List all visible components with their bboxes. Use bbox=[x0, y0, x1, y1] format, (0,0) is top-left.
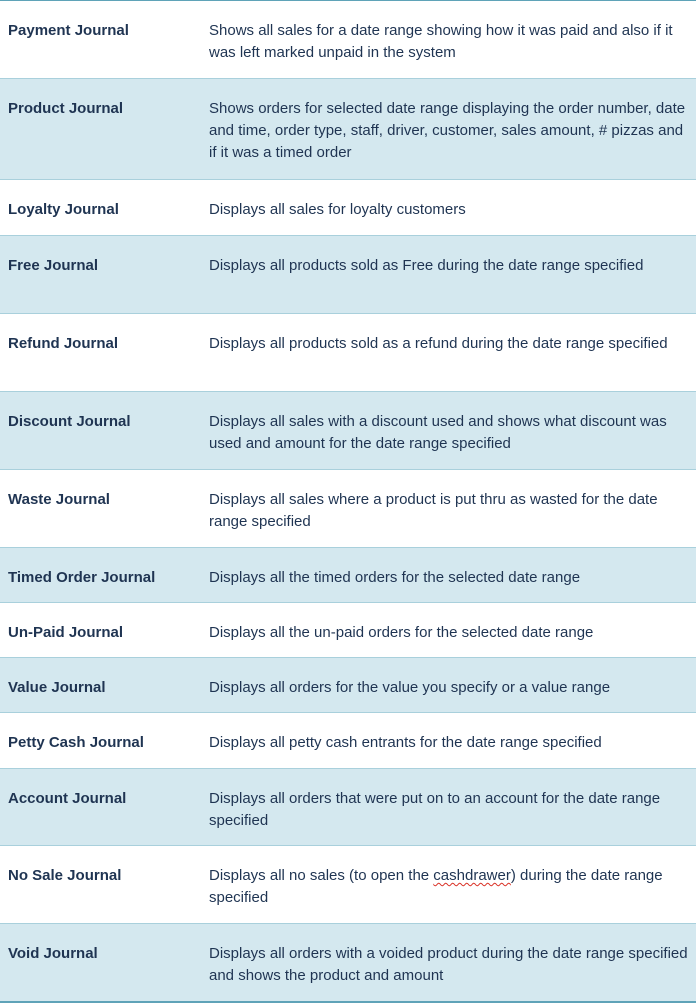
journal-name: No Sale Journal bbox=[8, 867, 122, 884]
journal-name: Un-Paid Journal bbox=[8, 624, 124, 641]
journal-name: Loyalty Journal bbox=[8, 201, 119, 218]
journal-name: Discount Journal bbox=[8, 413, 131, 430]
table-row bbox=[0, 236, 696, 314]
table-row bbox=[0, 1, 696, 79]
journal-name: Void Journal bbox=[8, 945, 98, 962]
journal-description: Displays all petty cash entrants for the date range specified bbox=[209, 734, 602, 751]
spellcheck-flagged-word: cashdrawer bbox=[433, 867, 511, 884]
journal-name: Value Journal bbox=[8, 679, 106, 696]
table-row bbox=[0, 924, 696, 1001]
journal-description: Displays all orders with a voided product during the date range specified and shows the product and amount bbox=[209, 945, 688, 984]
journal-name: Account Journal bbox=[8, 790, 127, 807]
journal-name: Timed Order Journal bbox=[8, 569, 156, 586]
journal-description: Displays all products sold as Free during the date range specified bbox=[209, 257, 644, 274]
journal-description: Shows orders for selected date range displaying the order number, date and time, order type, staff, driver, customer, sales amount, # pizzas and if it was a timed order bbox=[209, 100, 686, 161]
journal-description: Shows all sales for a date range showing how it was paid and also if it was left marked unpaid in the system bbox=[209, 22, 673, 61]
journal-name: Waste Journal bbox=[8, 491, 110, 508]
table-row bbox=[0, 392, 696, 470]
journal-description bbox=[201, 846, 696, 923]
table-row bbox=[0, 79, 696, 180]
journal-name: Payment Journal bbox=[8, 22, 129, 39]
table-row bbox=[0, 470, 696, 548]
description-text: Displays all no sales (to open the bbox=[209, 867, 434, 884]
journal-description: Displays all the timed orders for the selected date range bbox=[209, 569, 581, 586]
table-row bbox=[0, 314, 696, 392]
table-row bbox=[0, 180, 696, 236]
journal-description: Displays all orders for the value you specify or a value range bbox=[209, 679, 611, 696]
journal-description: Displays all sales with a discount used and shows what discount was used and amount for the date range specified bbox=[209, 413, 667, 452]
table-row bbox=[0, 713, 696, 769]
journal-description: Displays all the un-paid orders for the selected date range bbox=[209, 624, 594, 641]
journal-name: Refund Journal bbox=[8, 335, 119, 352]
journal-description: Displays all sales where a product is put thru as wasted for the date range specified bbox=[209, 491, 658, 530]
description-text: ) during the date range specified bbox=[209, 867, 663, 906]
journal-description: Displays all sales for loyalty customers bbox=[209, 201, 466, 218]
journal-name: Free Journal bbox=[8, 257, 99, 274]
journal-description: Displays all orders that were put on to an account for the date range specified bbox=[209, 790, 661, 829]
table-row bbox=[0, 658, 696, 713]
journal-name: Petty Cash Journal bbox=[8, 734, 144, 751]
table-row bbox=[0, 548, 696, 603]
table-row bbox=[0, 769, 696, 846]
table-row bbox=[0, 846, 696, 924]
table-row bbox=[0, 603, 696, 658]
journal-description: Displays all products sold as a refund during the date range specified bbox=[209, 335, 668, 352]
journal-name: Product Journal bbox=[8, 100, 124, 117]
